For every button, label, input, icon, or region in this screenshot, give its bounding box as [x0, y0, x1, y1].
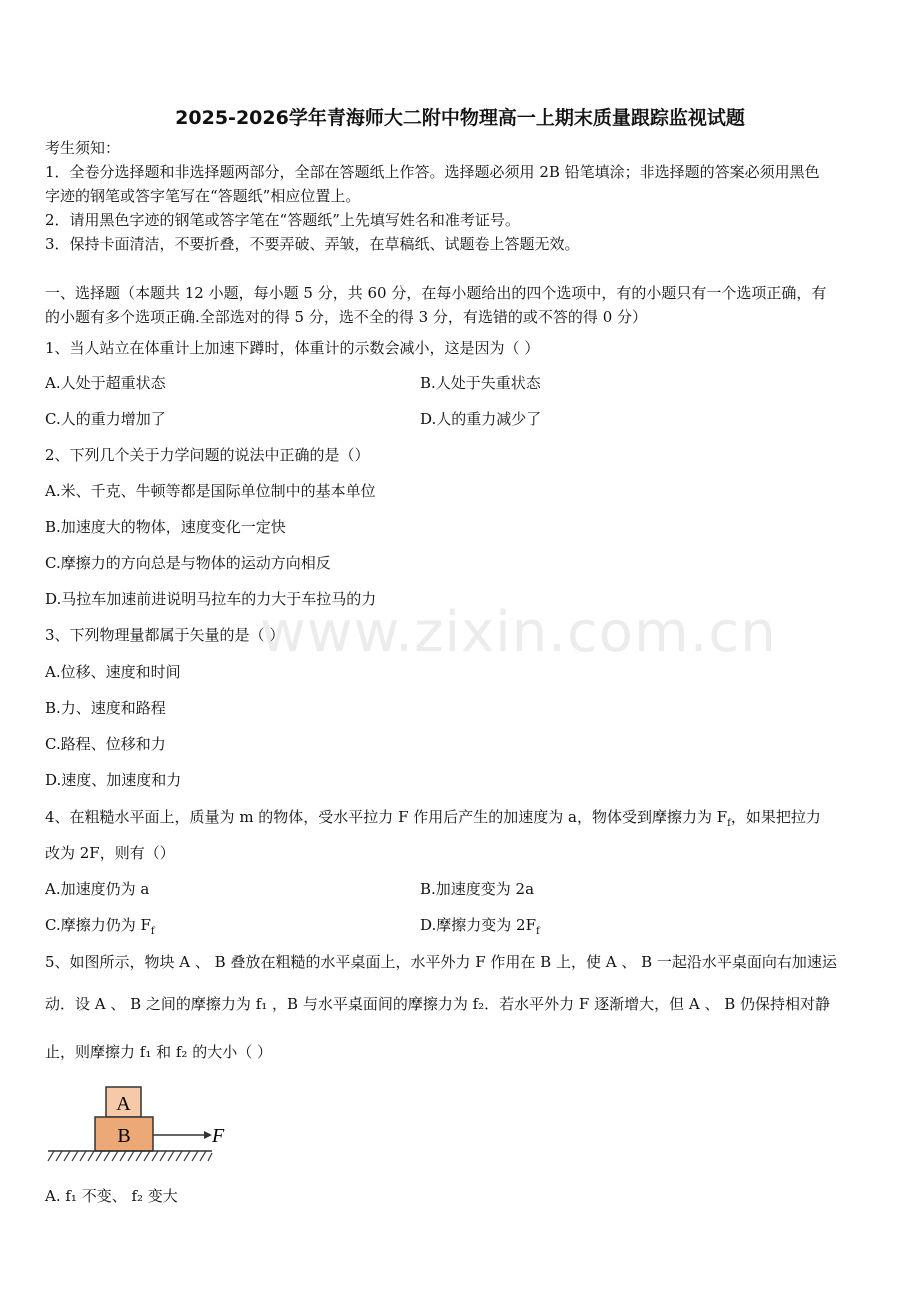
q1-stem: 1、当人站立在体重计上加速下蹲时，体重计的示数会减小，这是因为（ ）	[45, 339, 540, 357]
q4-stem-text: 4、在粗糙水平面上，质量为 m 的物体，受水平拉力 F 作用后产生的加速度为 a，物体受到摩擦力为 F	[45, 808, 728, 826]
q1-option-b: B.人处于失重状态	[420, 374, 541, 392]
watermark: www.zixin.com.cn	[260, 600, 777, 665]
force-label: F	[212, 1125, 225, 1147]
notice-item-1b: 字迹的钢笔或答字笔写在“答题纸”相应位置上。	[45, 187, 361, 205]
ground-hatching	[48, 1151, 212, 1161]
q4-option-b: B.加速度变为 2a	[420, 880, 535, 898]
q4-stem-subscript: f	[727, 818, 731, 829]
q2-option-a: A.米、千克、牛顿等都是国际单位制中的基本单位	[45, 482, 376, 500]
q5-option-a: A. f₁ 不变、 f₂ 变大	[45, 1187, 178, 1205]
block-a-label: A	[116, 1093, 131, 1115]
q5-figure	[44, 1085, 234, 1167]
q2-option-d: D.马拉车加速前进说明马拉车的力大于车拉马的力	[45, 590, 377, 608]
q5-stem-line3: 止，则摩擦力 f₁ 和 f₂ 的大小（ ）	[45, 1043, 272, 1061]
q4-option-d-sub: f	[535, 926, 540, 937]
q4-option-c-text: C.摩擦力仍为 F	[45, 916, 151, 934]
notice-item-3: 3．保持卡面清洁，不要折叠，不要弄破、弄皱，在草稿纸、试题卷上答题无效。	[45, 235, 580, 253]
notice-item-1a: 1．全卷分选择题和非选择题两部分，全部在答题纸上作答。选择题必须用 2B 铅笔填涂；非选择题的答案必须用黑色	[45, 163, 820, 181]
q4-stem-line1	[45, 807, 821, 834]
q5-stem-line2: 动．设 A 、 B 之间的摩擦力为 f₁ ，B 与水平桌面间的摩擦力为 f₂．若水平外力 F 逐渐增大，但 A 、 B 仍保持相对静	[45, 995, 831, 1013]
q4-option-d-text: D.摩擦力变为 2F	[420, 916, 536, 934]
q1-option-a: A.人处于超重状态	[45, 374, 166, 392]
q3-option-d: D.速度、加速度和力	[45, 771, 182, 789]
notice-item-2: 2．请用黑色字迹的钢笔或答字笔在“答题纸”上先填写姓名和准考证号。	[45, 211, 520, 229]
arrow-head	[204, 1131, 212, 1139]
q3-option-b: B.力、速度和路程	[45, 699, 166, 717]
q2-option-b: B.加速度大的物体，速度变化一定快	[45, 518, 286, 536]
q4-stem-line2: 改为 2F，则有（）	[45, 844, 175, 862]
block-b-label: B	[117, 1125, 131, 1147]
q4-option-d	[420, 915, 540, 942]
q5-stem-line1: 5、如图所示，物块 A 、 B 叠放在粗糙的水平桌面上，水平外力 F 作用在 B 上，使 A 、 B 一起沿水平桌面向右加速运	[45, 953, 837, 971]
q4-option-c-sub: f	[150, 926, 155, 937]
q1-option-c: C.人的重力增加了	[45, 410, 166, 428]
q2-option-c: C.摩擦力的方向总是与物体的运动方向相反	[45, 554, 331, 572]
q2-stem: 2、下列几个关于力学问题的说法中正确的是（）	[45, 446, 370, 464]
page-title: 2025-2026学年青海师大二附中物理高一上期末质量跟踪监视试题	[175, 107, 745, 129]
q3-option-c: C.路程、位移和力	[45, 735, 166, 753]
q4-option-a: A.加速度仍为 a	[45, 880, 150, 898]
section-heading-line1: 一、选择题（本题共 12 小题，每小题 5 分，共 60 分，在每小题给出的四个选项中，有的小题只有一个选项正确，有	[45, 284, 827, 302]
section-heading-line2: 的小题有多个选项正确.全部选对的得 5 分，选不全的得 3 分，有选错的或不答的得 0 分）	[45, 308, 648, 326]
q4-stem-end: ，如果把拉力	[730, 808, 821, 826]
q3-option-a: A.位移、速度和时间	[45, 663, 181, 681]
q1-option-d: D.人的重力减少了	[420, 410, 542, 428]
q3-stem: 3、下列物理量都属于矢量的是（ ）	[45, 626, 285, 644]
q4-option-c	[45, 915, 155, 942]
notice-heading: 考生须知：	[45, 139, 121, 157]
